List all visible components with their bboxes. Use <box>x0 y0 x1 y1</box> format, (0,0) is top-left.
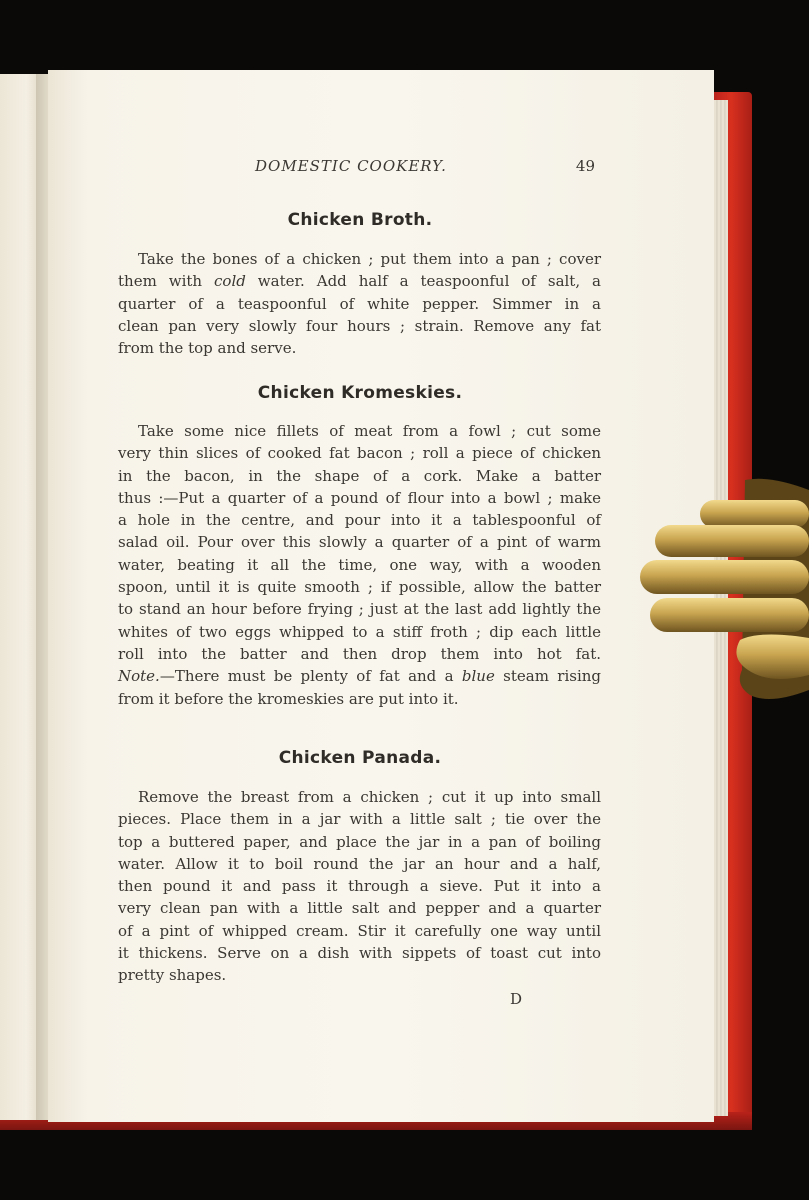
text-line: Remove the breast from a chicken ; cut it up into small <box>138 788 601 806</box>
recipe-chicken-broth <box>118 248 601 359</box>
text-line: water, beating it all the time, one way, with a wooden <box>118 555 601 574</box>
text-line: very clean pan with a little salt and pepper and a quarter <box>118 899 601 918</box>
text-line: top a buttered paper, and place the jar in a pan of boiling <box>118 832 601 851</box>
text-line: thus :—Put a quarter of a pound of flour into a bowl ; make <box>118 488 601 507</box>
page-header <box>250 155 595 179</box>
brass-hand-clip-icon <box>630 470 809 710</box>
text-line: them with cold water. Add half a teaspoonful of salt, a <box>118 272 601 291</box>
recipe-chicken-panada <box>118 786 601 987</box>
running-title: DOMESTIC COOKERY. <box>255 157 447 175</box>
text-line: quarter of a teaspoonful of white pepper. Simmer in a <box>118 294 601 313</box>
text-line: of a pint of whipped cream. Stir it carefully one way until <box>118 921 601 940</box>
recipe-chicken-kromeskies <box>118 420 601 710</box>
text-line: to stand an hour before frying ; just at the last add lightly the <box>118 600 601 619</box>
heading-chicken-kromeskies: Chicken Kromeskies. <box>257 383 463 403</box>
heading-chicken-broth: Chicken Broth. <box>287 210 433 230</box>
text-line: Take the bones of a chicken ; put them into a pan ; cover <box>138 250 601 268</box>
text-line: whites of two eggs whipped to a stiff froth ; dip each little <box>118 622 601 641</box>
text-line: salad oil. Pour over this slowly a quarter of a pint of warm <box>118 533 601 552</box>
text-line: spoon, until it is quite smooth ; if possible, allow the batter <box>118 578 601 597</box>
text-line: pretty shapes. <box>118 966 227 985</box>
text-line: very thin slices of cooked fat bacon ; roll a piece of chicken <box>118 444 601 463</box>
text-line: from the top and serve. <box>118 339 297 358</box>
text-line: water. Allow it to boil round the jar an hour and a half, <box>118 854 601 873</box>
text-line: then pound it and pass it through a sieve. Put it into a <box>118 877 601 896</box>
text-line: in the bacon, in the shape of a cork. Make a batter <box>118 466 601 485</box>
text-line: a hole in the centre, and pour into it a tablespoonful of <box>118 511 601 530</box>
heading-chicken-panada: Chicken Panada. <box>278 748 442 768</box>
text-line: roll into the batter and then drop them into hot fat. <box>118 644 601 663</box>
text-line: Take some nice fillets of meat from a fowl ; cut some <box>138 422 601 440</box>
text-line: from it before the kromeskies are put into it. <box>118 689 459 708</box>
text-line: pieces. Place them in a jar with a little salt ; tie over the <box>118 810 601 829</box>
page-number: 49 <box>575 157 595 175</box>
text-line: clean pan very slowly four hours ; strain. Remove any fat <box>118 316 601 335</box>
text-line: Note.—There must be plenty of fat and a blue steam rising <box>118 667 602 686</box>
signature-mark: D <box>510 990 523 1008</box>
text-line: it thickens. Serve on a dish with sippets of toast cut into <box>118 944 601 963</box>
